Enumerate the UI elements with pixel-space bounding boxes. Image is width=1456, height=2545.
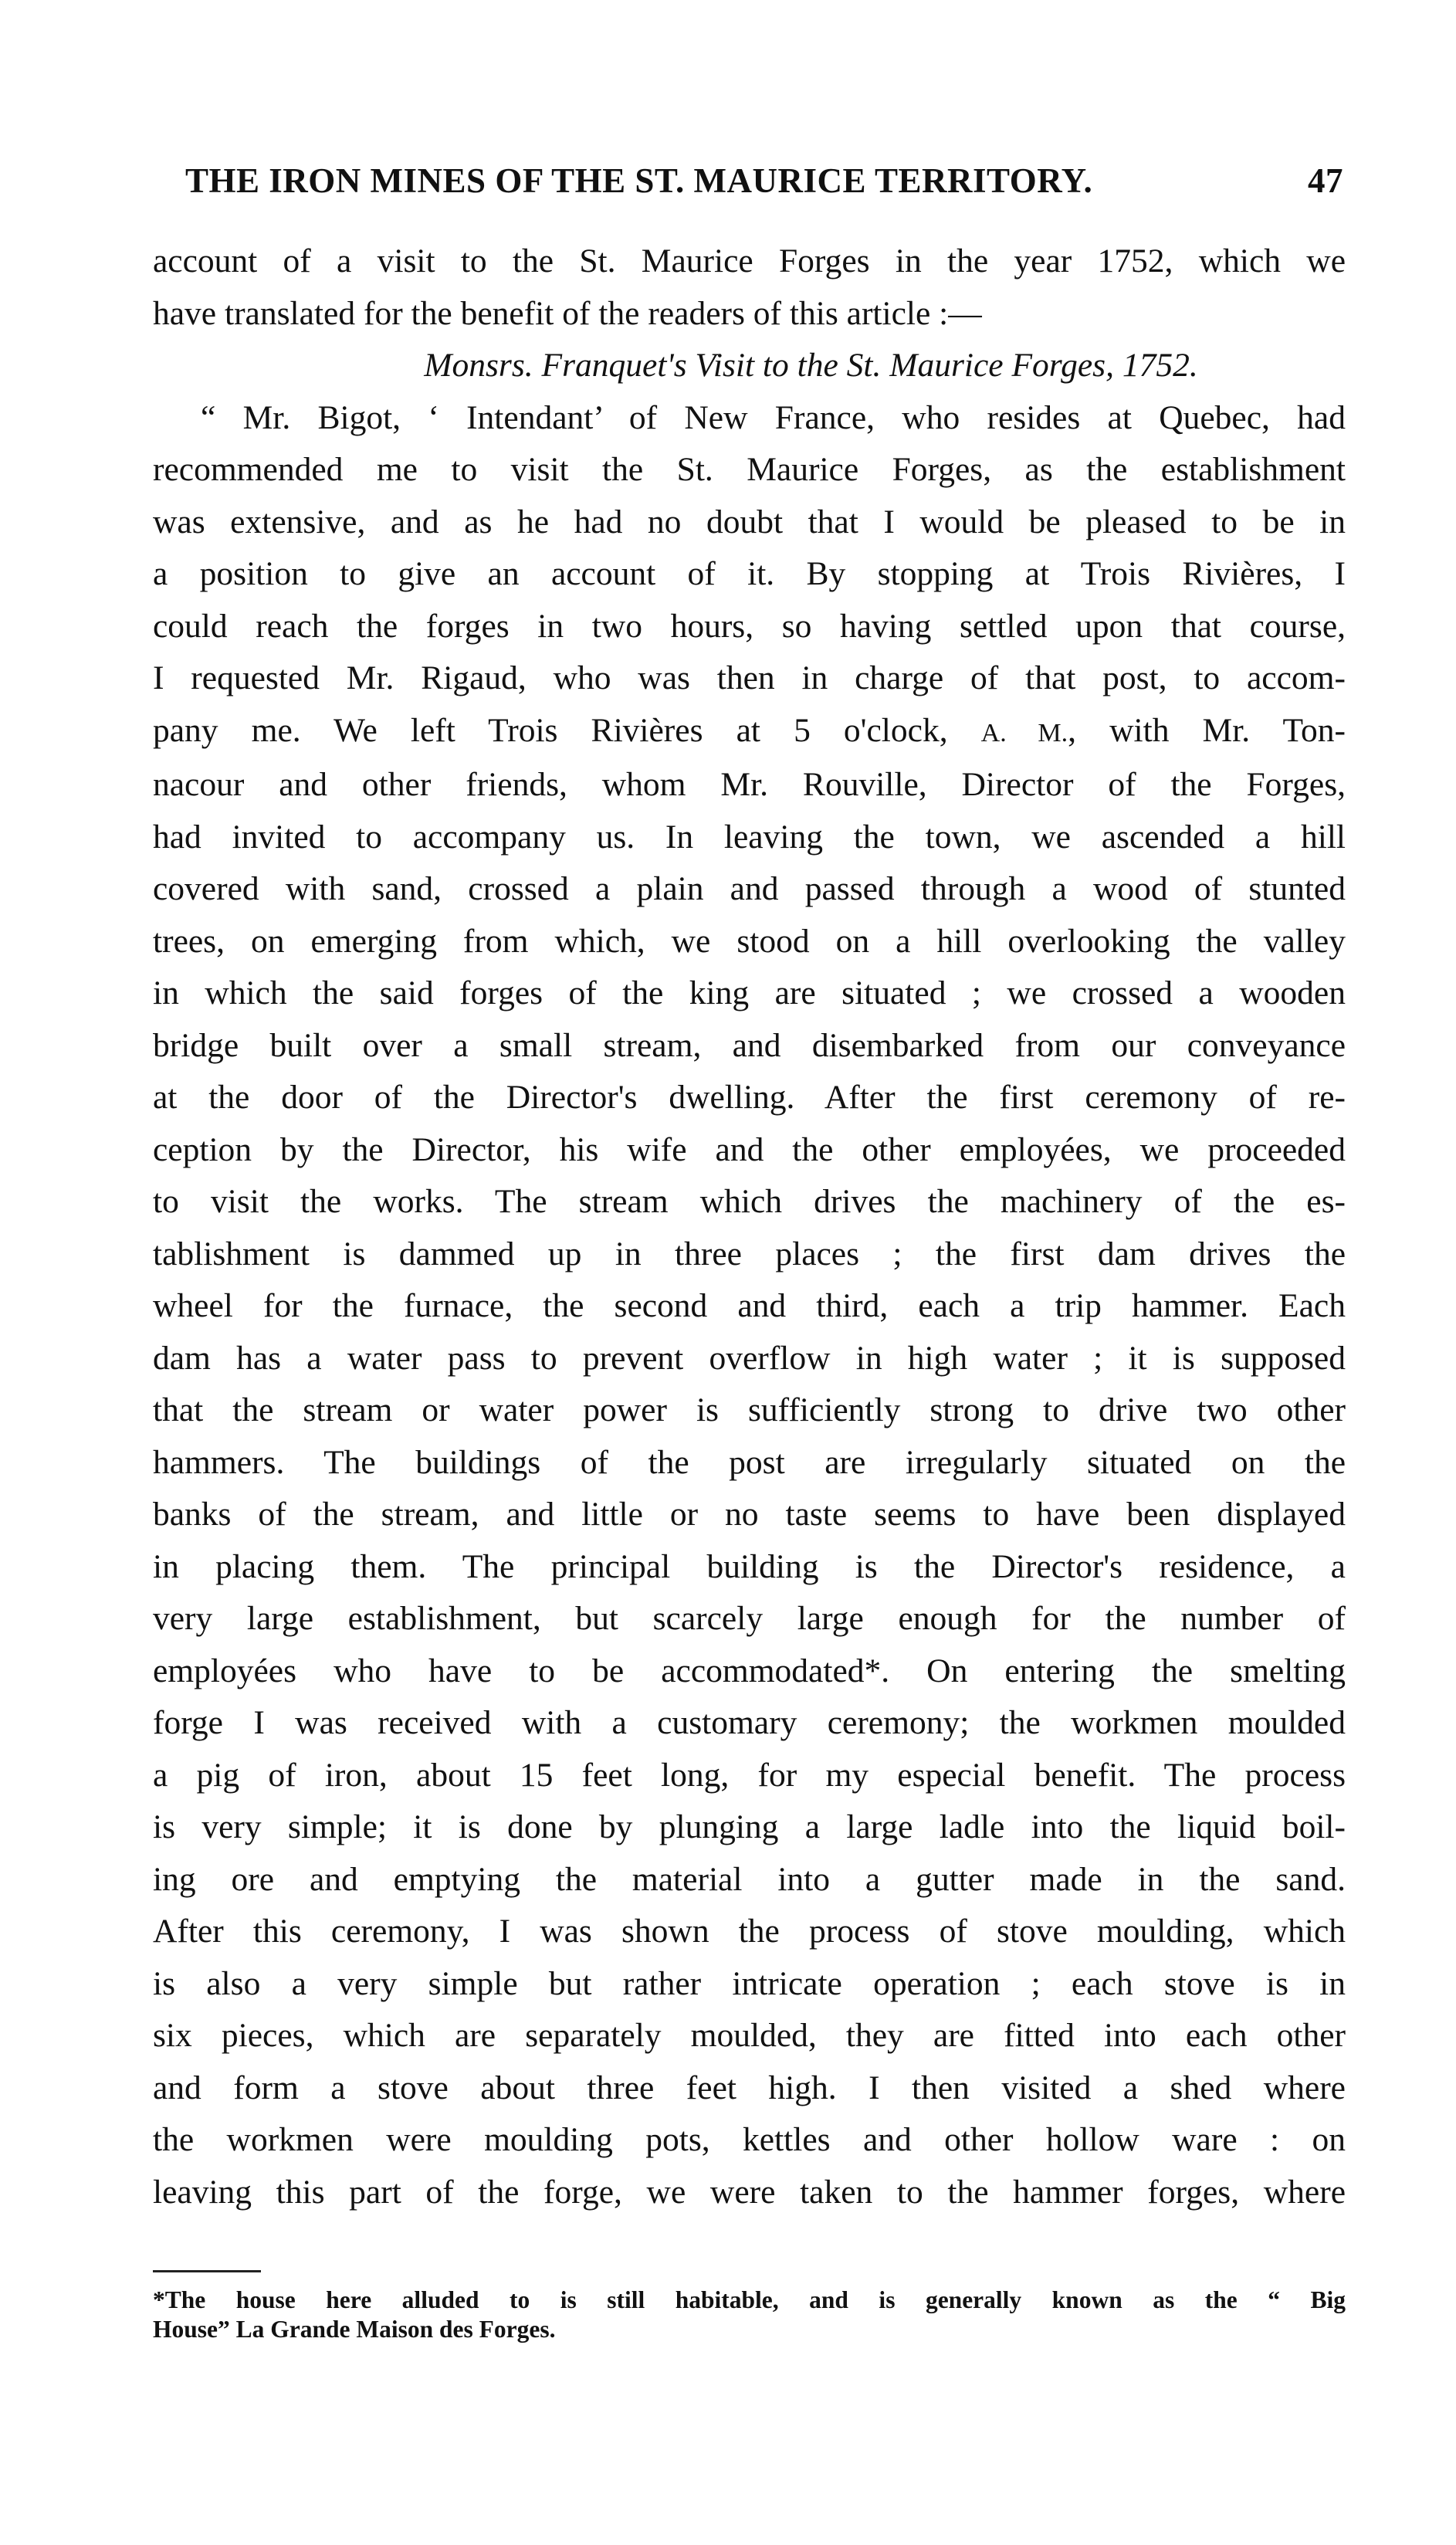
text-line: forge I was received with a customary ceremony; the workmen moulded (153, 1704, 1346, 1741)
text-line: had invited to accompany us. In leaving the town, we ascended a hill (153, 818, 1346, 856)
text-line: account of a visit to the St. Maurice Forges in the year 1752, which we (153, 242, 1346, 280)
footnote-line: *The house here alluded to is still habitable, and is generally known as the “ Big (153, 2286, 1346, 2313)
text-line: banks of the stream, and little or no taste seems to have been displayed (153, 1496, 1346, 1533)
text-line: leaving this part of the forge, we were taken to the hammer forges, where (153, 2173, 1346, 2211)
section-subheading: Monsrs. Franquet's Visit to the St. Maurice Forges, 1752. (424, 347, 1198, 384)
text-line: wheel for the furnace, the second and third, each a trip hammer. Each (153, 1287, 1346, 1324)
text-line: in which the said forges of the king are situated ; we crossed a wooden (153, 974, 1346, 1012)
page-number: 47 (1308, 161, 1343, 200)
text-line: a pig of iron, about 15 feet long, for my especial benefit. The process (153, 1756, 1346, 1794)
time-abbreviation: A. M. (980, 718, 1068, 747)
running-header (185, 161, 1343, 201)
body-text (153, 236, 1346, 2218)
text-line: was extensive, and as he had no doubt that I would be pleased to be in (153, 503, 1346, 541)
text-line: in placing them. The principal building is the Director's residence, a (153, 1547, 1346, 1585)
text-line: nacour and other friends, whom Mr. Rouville, Director of the Forges, (153, 766, 1346, 803)
text-line: trees, on emerging from which, we stood on a hill overlooking the valley (153, 922, 1346, 960)
text-line: the workmen were moulding pots, kettles and other hollow ware : on (153, 2121, 1346, 2158)
text-line: I requested Mr. Rigaud, who was then in charge of that post, to accom- (153, 659, 1346, 696)
text-line: that the stream or water power is sufficiently strong to drive two other (153, 1391, 1346, 1428)
text-line: ception by the Director, his wife and the other employées, we proceeded (153, 1130, 1346, 1168)
text-line: dam has a water pass to prevent overflow in high water ; it is supposed (153, 1339, 1346, 1377)
text-line: is very simple; it is done by plunging a large ladle into the liquid boil- (153, 1808, 1346, 1845)
text-line: bridge built over a small stream, and disembarked from our conveyance (153, 1026, 1346, 1064)
text-line: could reach the forges in two hours, so having settled upon that course, (153, 607, 1346, 645)
running-title: THE IRON MINES OF THE ST. MAURICE TERRITORY. (185, 161, 1093, 200)
text-line: recommended me to visit the St. Maurice Forges, as the establishment (153, 451, 1346, 488)
text-line: employées who have to be accommodated*. On entering the smelting (153, 1652, 1346, 1689)
text-line: is also a very simple but rather intricate operation ; each stove is in (153, 1964, 1346, 2002)
footnote-line: House” La Grande Maison des Forges. (153, 2316, 556, 2343)
text-line: at the door of the Director's dwelling. After the first ceremony of re- (153, 1079, 1346, 1116)
footnote (153, 2286, 1346, 2344)
text-line: ing ore and emptying the material into a gutter made in the sand. (153, 1860, 1346, 1898)
text-line: a position to give an account of it. By stopping at Trois Rivières, I (153, 555, 1346, 592)
text-line: six pieces, which are separately moulded, they are fitted into each other (153, 2017, 1346, 2054)
footnote-divider (153, 2270, 261, 2272)
text-line: have translated for the benefit of the readers of this article :— (153, 294, 982, 332)
text-line: and form a stove about three feet high. I then visited a shed where (153, 2069, 1346, 2106)
text-line: to visit the works. The stream which drives the machinery of the es- (153, 1183, 1346, 1220)
text-line: hammers. The buildings of the post are irregularly situated on the (153, 1443, 1346, 1481)
text-line: very large establishment, but scarcely large enough for the number of (153, 1600, 1346, 1637)
text-line: “ Mr. Bigot, ‘ Intendant’ of New France, who resides at Quebec, had (201, 398, 1346, 436)
text-line (153, 705, 1346, 760)
text-segment: pany me. We left Trois Rivières at 5 o'clock, (153, 711, 948, 749)
text-line: After this ceremony, I was shown the process of stove moulding, which (153, 1913, 1346, 1950)
text-line: covered with sand, crossed a plain and passed through a wood of stunted (153, 870, 1346, 907)
text-line: tablishment is dammed up in three places ; the first dam drives the (153, 1235, 1346, 1272)
text-segment: , with Mr. Ton- (1068, 711, 1346, 749)
